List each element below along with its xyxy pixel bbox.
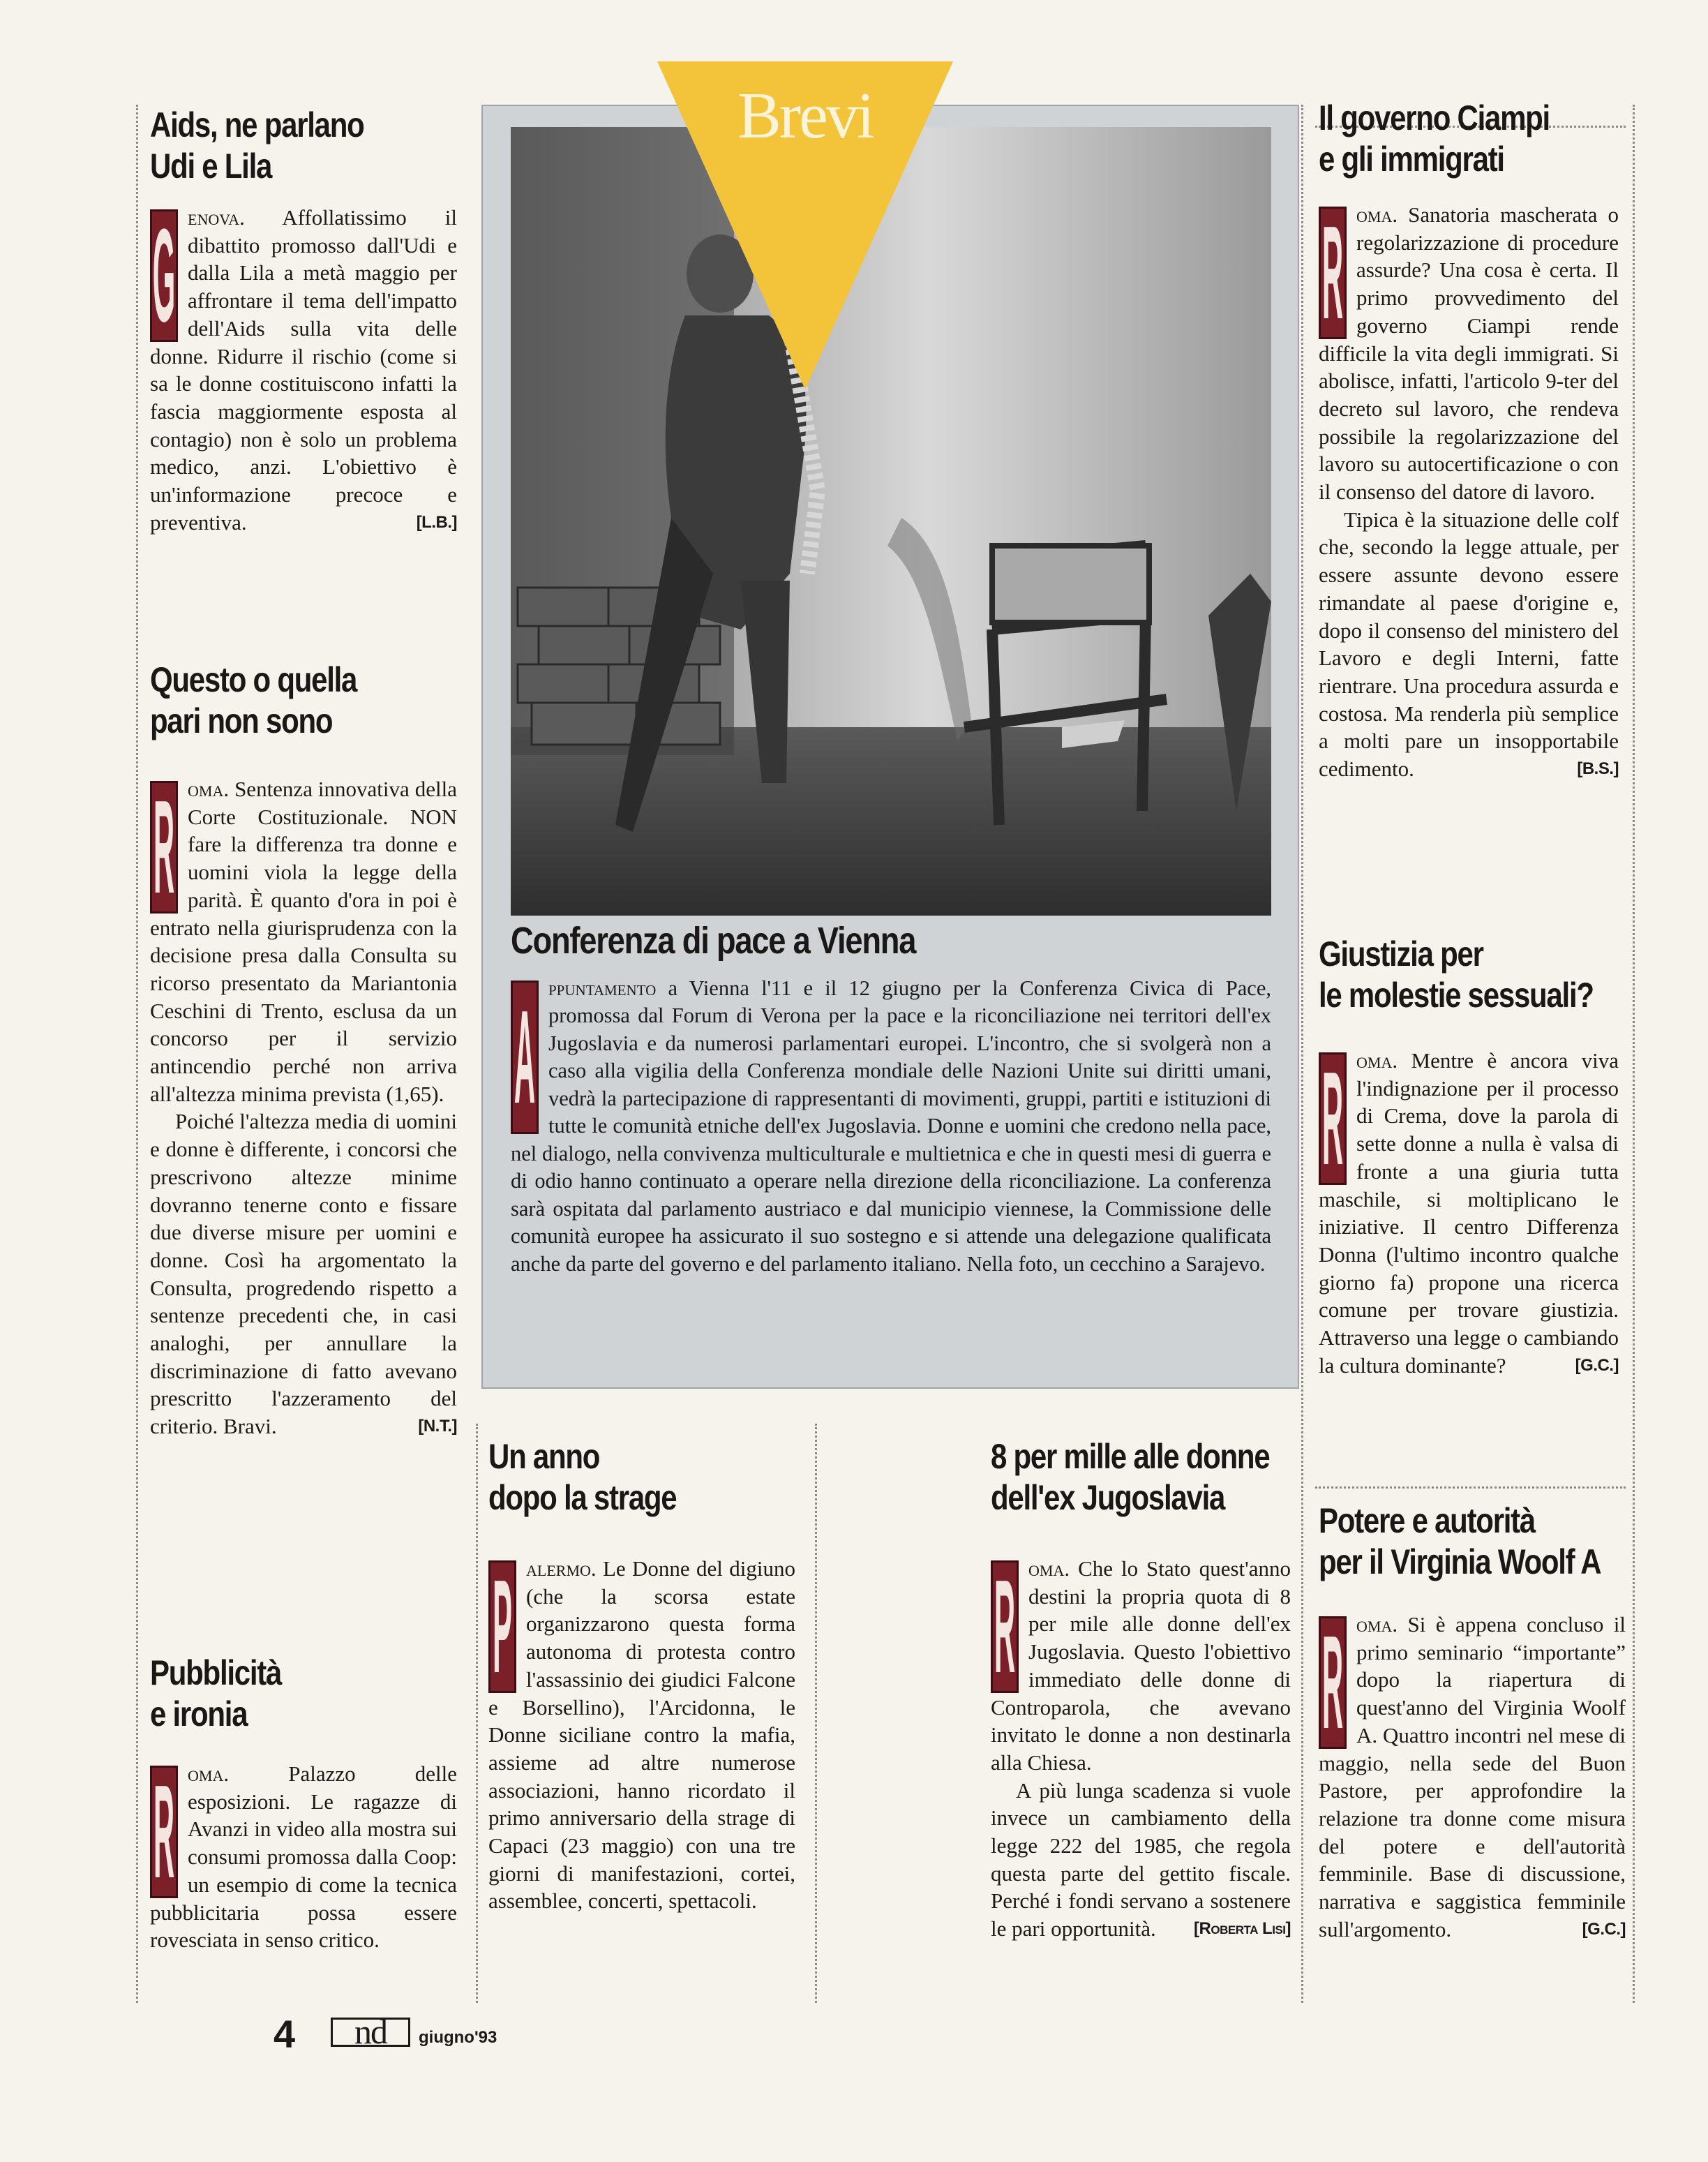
article-title: Conferenza di pace a Vienna (511, 920, 916, 962)
column-rule (476, 1424, 478, 2003)
article-title: Potere e autorità per il Virginia Woolf A (1319, 1501, 1601, 1581)
article-body: P alermo. Le Donne del digiuno (che la scorsa estate organizzarono questa forma autonoma di protesta contro l'assassinio dei giudici Falcone e Borsellino), l'Arcidonna, le Donne siciliane contro la mafia, assieme ad altre numerose associazioni, hanno ricordato il primo anniversario della strage di Capaci (23 maggio) con una tre giorni di manifestazioni, cortei, assemblee, concerti, spettacoli. (488, 1555, 795, 1915)
author-signature: [L.B.] (416, 512, 457, 532)
drop-cap (991, 1560, 1019, 1693)
article-title: Questo o quella pari non sono (150, 660, 357, 740)
author-signature: [Roberta Lisi] (1194, 1919, 1291, 1939)
author-signature: [G.C.] (1575, 1355, 1619, 1375)
drop-cap (1319, 1052, 1347, 1185)
article-pubblicita (150, 1653, 457, 1954)
article-body: R oma. Mentre è ancora viva l'indignazione per il processo di Crema, dove la parola di sette donne a nulla è valsa di fronte a una giuria tutta maschile, si moltiplicano le iniziative. Il centro Differenza Donna (l'ultimo incontro qualche giorno fa) propone una ricerca comune per trovare giustizia. Attraverso una legge o cambiando la cultura dominante? [G.C.] (1319, 1047, 1619, 1379)
author-signature: [N.T.] (418, 1417, 457, 1436)
magazine-logo: nd (331, 2018, 410, 2047)
article-title: Il governo Ciampi e gli immigrati (1319, 98, 1550, 179)
drop-cap (1319, 1616, 1347, 1749)
article-title: 8 per mille alle donne dell'ex Jugoslavia (991, 1437, 1270, 1517)
article-title: Pubblicità e ironia (150, 1653, 282, 1734)
article-body: A ppuntamento a Vienna l'11 e il 12 giugno per la Conferenza Civica di Pace, promossa dal Forum di Verona per la pace e la riconciliazione nei territori dell'ex Jugoslavia e da numerosi parlamentari europei. L'incontro, che si svolgerà non a caso alla vigilia della Conferenza mondiale delle Nazioni Unite sui diritti umani, vedrà la partecipazione di rappresentanti di movimenti, gruppi, partiti e istituzioni di tutte le comunità etniche dell'ex Jugoslavia. Donne e uomini che credono nella pace, nel dialogo, nella convivenza multiculturale e multietnica e che in questi mesi di guerra e di odio hanno continuato a operare nella direzione della riconciliazione. La conferenza sarà ospitata dal parlamento austriaco e dal municipio viennese, la Commissione delle comunità europee ha assicurato il suo sostegno e si attende una delegazione qualificata anche da parte del governo e del parlamento italiano. Nella foto, un cecchino a Sarajevo. (511, 975, 1271, 1278)
article-giustizia (1319, 934, 1619, 1379)
page-number: 4 (274, 2012, 296, 2056)
issue-date: giugno'93 (419, 2028, 497, 2047)
article-body: R oma. Palazzo delle esposizioni. Le ragazze di Avanzi in video alla mostra sui consumi promossa dalla Coop: un esempio di come la tecnica pubblicitaria possa essere rovesciata in senso critico. (150, 1760, 457, 1954)
article-ottopermille (991, 1436, 1291, 1943)
section-label: Brevi (737, 80, 873, 152)
drop-cap (511, 981, 539, 1134)
article-title: Giustizia per le molestie sessuali? (1319, 934, 1594, 1015)
column-rule (1633, 105, 1635, 2003)
drop-cap (150, 1766, 178, 1898)
drop-cap (150, 781, 178, 914)
article-body: G enova. Affollatissimo il dibattito promosso dall'Udi e dalla Lila a metà maggio per affrontare il tema dell'impatto dell'Aids sulla vita delle donne. Ridurre il rischio (come si sa le donne costituiscono infatti la fascia maggiormente esposta al contagio) non è solo un problema medico, anzi. L'obiettivo è un'informazione precoce e preventiva. [L.B.] (150, 204, 457, 536)
article-parita (150, 659, 457, 1440)
author-signature: [G.C.] (1582, 1919, 1626, 1939)
article-ciampi (1319, 98, 1619, 783)
article-body: R oma. Sentenza innovativa della Corte Costituzionale. NON fare la differenza tra donne e uomini viola la legge della parità. È quanto d'ora in poi è entrato nella giurisprudenza con la decisione presa dalla Consulta su ricorso presentato da Mariantonia Ceschini di Trento, esclusa da un concorso per il servizio antincendio perché non arriva all'altezza minima prevista (1,65). Poiché l'altezza media di uomini e donne è differente, i concorsi che prescrivono altezze minime dovranno tenerne conto e fissare due diverse misure per uomini e donne. Così ha argomentato la Consulta, progredendo rispetto a sentenze precedenti che, in casi analoghi, per annullare la discriminazione di fatto avevano prescritto l'azzeramento del criterio. Bravi. [N.T.] (150, 775, 457, 1440)
article-body: R oma. Sanatoria mascherata o regolarizzazione di procedure assurde? Una cosa è certa. Il primo provvedimento del governo Ciampi rende difficile la vita degli immigrati. Si abolisce, infatti, l'articolo 9-ter del decreto sul lavoro, che rendeva possibile la regolarizzazione del lavoro su autocertificazione o con il consenso del datore di lavoro. Tipica è la situazione delle colf che, secondo la legge attuale, per essere assunte devono essere rimandate al paese d'origine e, dopo il consenso del ministero del Lavoro e degli Interni, fatte rientrare. Una procedura assurda e costosa. Ma renderla più semplice a molti pare un insopportabile cedimento. [B.S.] (1319, 201, 1619, 783)
column-rule (1301, 105, 1303, 2003)
article-strage (488, 1436, 795, 1915)
drop-cap (1319, 207, 1347, 339)
column-rule (136, 105, 138, 2003)
article-aids (150, 105, 457, 536)
author-signature: [B.S.] (1577, 759, 1619, 779)
drop-cap (488, 1560, 516, 1693)
drop-cap (150, 209, 178, 342)
article-title: Un anno dopo la strage (488, 1437, 677, 1517)
article-body: R oma. Che lo Stato quest'anno destini la propria quota di 8 per mile alle donne dell'ex Jugoslavia. Questo l'obiettivo immediato delle donne di Controparola, che avevano invitato le donne a non destinarla alla Chiesa. A più lunga scadenza si vuole invece un cambiamento della legge 222 del 1985, che regola questa parte del gettito fiscale. Perché i fondi servano a sostenere le pari opportunità. [Roberta Lisi] (991, 1555, 1291, 1943)
article-title: Aids, ne parlano Udi e Lila (150, 105, 364, 186)
article-body: R oma. Si è appena concluso il primo seminario “importante” dopo la riapertura di quest'anno del Virginia Woolf A. Quattro incontri nel mese di maggio, nella sede del Buon Pastore, per approfondire la relazione tra donne come misura del potere e dell'autorità femminile. Base di discussione, narrativa e saggistica femminile sull'argomento. [G.C.] (1319, 1611, 1626, 1943)
article-woolf (1319, 1500, 1626, 1943)
column-rule (815, 1424, 817, 2003)
section-rule (1315, 1486, 1626, 1489)
